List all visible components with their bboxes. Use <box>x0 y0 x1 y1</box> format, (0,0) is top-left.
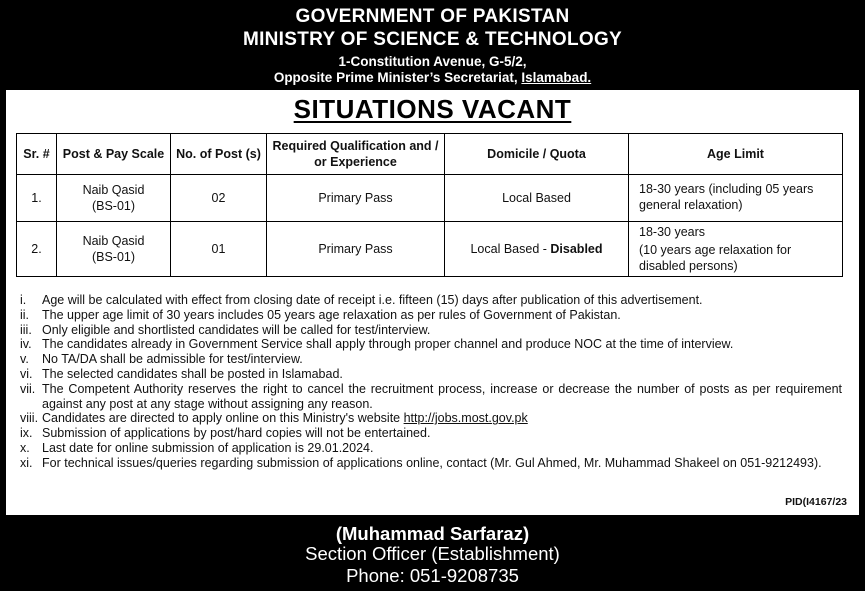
domicile-text: Local Based - <box>470 242 551 256</box>
cell-post <box>57 175 171 222</box>
item-number: iii. <box>20 322 32 337</box>
list-item <box>16 293 842 308</box>
item-text: Age will be calculated with effect from closing date of receipt i.e. fifteen (15) days after publication of this advertisement. <box>42 293 703 307</box>
item-number: vi. <box>20 366 33 381</box>
vacancy-table <box>16 133 843 277</box>
item-number: ii. <box>20 307 30 322</box>
post-name: Naib Qasid <box>82 183 145 197</box>
cell-sr: 1. <box>17 175 57 222</box>
domicile-quota: Disabled <box>550 242 603 256</box>
cell-qualification: Primary Pass <box>267 222 445 277</box>
page-title-text: SITUATIONS VACANT <box>293 94 572 124</box>
header-post: Post & Pay Scale <box>57 134 171 175</box>
cell-age-limit <box>629 222 843 277</box>
item-number: x. <box>20 440 30 455</box>
address-line: 1-Constitution Avenue, G-5/2, <box>338 54 527 69</box>
table-row <box>17 222 843 277</box>
pay-scale: (BS-01) <box>91 250 136 264</box>
item-number: i. <box>20 293 27 307</box>
cell-domicile <box>445 222 629 277</box>
officer-name: (Muhammad Sarfaraz) <box>335 523 530 544</box>
item-text-with-link <box>42 411 842 426</box>
cell-post <box>57 222 171 277</box>
cell-qualification: Primary Pass <box>267 175 445 222</box>
cell-age-limit <box>629 175 843 222</box>
item-text: Last date for online submission of application is 29.01.2024. <box>42 440 374 455</box>
list-item <box>16 426 842 441</box>
item-text: Candidates are directed to apply online on this Ministry's website <box>42 411 404 426</box>
list-item <box>16 308 842 323</box>
post-name: Naib Qasid <box>82 234 145 248</box>
header-sr: Sr. # <box>17 134 57 175</box>
age-limit-text: 18-30 years (including 05 years general relaxation) <box>639 182 814 212</box>
header-domicile: Domicile / Quota <box>445 134 629 175</box>
cell-sr: 2. <box>17 222 57 277</box>
table-header-row <box>17 134 843 175</box>
list-item <box>16 411 842 426</box>
list-item <box>16 323 842 338</box>
page-title <box>6 94 859 125</box>
item-text: The candidates already in Government Service shall apply through proper channel and produce NOC at the time of interview. <box>42 337 734 352</box>
list-item <box>16 337 842 352</box>
item-number: xi. <box>20 455 33 470</box>
contact-phone: Phone: 051-9208735 <box>346 565 519 586</box>
item-number: ix. <box>20 426 33 441</box>
pid-number: PID(I4167/23 <box>785 496 847 508</box>
government-title: GOVERNMENT OF PAKISTAN <box>295 6 570 27</box>
list-item <box>16 441 842 456</box>
item-number: iv. <box>20 337 32 352</box>
item-text: The selected candidates shall be posted in Islamabad. <box>42 366 343 381</box>
list-item <box>16 367 842 382</box>
header-age-limit: Age Limit <box>629 134 843 175</box>
header-band <box>0 0 865 90</box>
address-landmark: Opposite Prime Minister’s Secretariat, <box>273 70 522 85</box>
item-text: The upper age limit of 30 years includes 05 years age relaxation as per rules of Government of Pakistan. <box>42 307 621 322</box>
list-item <box>16 382 842 412</box>
age-relaxation-text: (10 years age relaxation for disabled persons) <box>639 243 792 273</box>
footer-band <box>0 515 865 591</box>
item-text: No TA/DA shall be admissible for test/interview. <box>42 352 303 367</box>
website-link[interactable]: http://jobs.most.gov.pk <box>403 411 528 426</box>
item-text: Only eligible and shortlisted candidates will be called for test/interview. <box>42 322 431 337</box>
ministry-title: MINISTRY OF SCIENCE & TECHNOLOGY <box>242 29 623 50</box>
header-qualification: Required Qualification and / or Experience <box>267 134 445 175</box>
table-row <box>17 175 843 222</box>
item-text: Submission of applications by post/hard copies will not be entertained. <box>42 426 431 441</box>
age-limit-text: 18-30 years <box>639 225 706 239</box>
item-text: The Competent Authority reserves the right to cancel the recruitment process, increase or decrease the number of posts as per requirement against any post at any stage without assigning any reason. <box>42 381 842 411</box>
domicile-text: Local Based <box>502 191 571 205</box>
cell-domicile <box>445 175 629 222</box>
cell-no-of-post: 01 <box>171 222 267 277</box>
address-city: Islamabad. <box>521 70 592 85</box>
item-number: viii. <box>20 411 39 426</box>
header-no-of-post: No. of Post (s) <box>171 134 267 175</box>
terms-list <box>16 293 842 471</box>
content-box <box>6 90 859 515</box>
item-text: For technical issues/queries regarding submission of applications online, contact (Mr. Gul Ahmed, Mr. Muhammad Shakeel on 051-9212493). <box>42 455 822 470</box>
list-item <box>16 352 842 367</box>
officer-designation: Section Officer (Establishment) <box>305 543 560 564</box>
address-line-2 <box>0 70 865 85</box>
cell-no-of-post: 02 <box>171 175 267 222</box>
item-number: vii. <box>20 381 36 396</box>
item-number: v. <box>20 352 29 367</box>
pay-scale: (BS-01) <box>91 199 136 213</box>
list-item <box>16 456 842 471</box>
